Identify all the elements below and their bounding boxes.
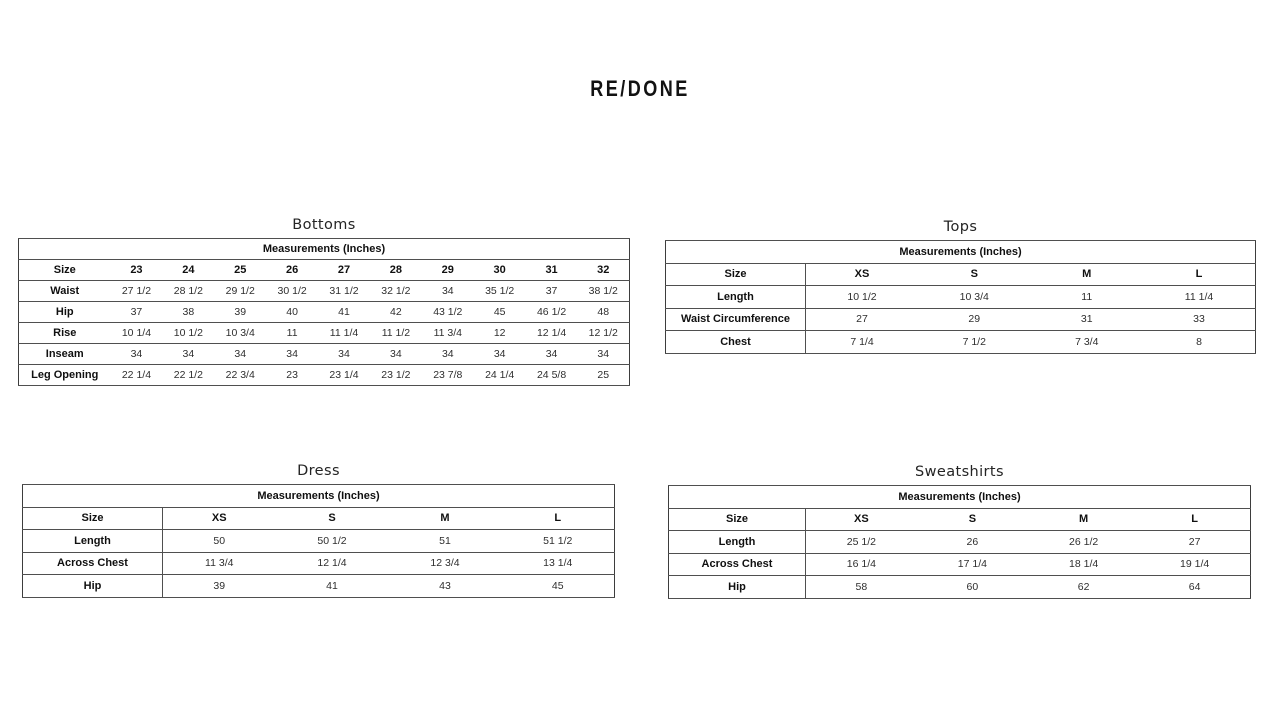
measurement-cell: 25: [578, 365, 630, 386]
measurement-cell: 60: [917, 576, 1028, 599]
measurement-cell: 12 3/4: [389, 552, 502, 575]
measurement-cell: 11 1/4: [1143, 286, 1256, 309]
table-row: [19, 281, 630, 302]
measurement-cell: 27 1/2: [111, 281, 163, 302]
measurement-cell: 16 1/4: [806, 553, 917, 576]
measurements-header: Measurements (Inches): [19, 239, 630, 260]
measurement-cell: 25 1/2: [806, 531, 917, 554]
measurement-cell: 11: [266, 323, 318, 344]
measurement-cell: 42: [370, 302, 422, 323]
dress-title: Dress: [297, 463, 340, 479]
measurements-header-row: [23, 485, 615, 508]
tops-size-chart: [665, 219, 1256, 354]
size-header-cell: 29: [422, 260, 474, 281]
measurement-cell: 34: [162, 344, 214, 365]
measurement-cell: 13 1/4: [502, 552, 615, 575]
size-header-cell: M: [1031, 263, 1144, 286]
tops-title: Tops: [943, 219, 978, 235]
table-row: [666, 308, 1256, 331]
measurement-cell: 51 1/2: [502, 530, 615, 553]
sweatshirts-table: [668, 485, 1251, 599]
size-label-cell: Size: [19, 260, 111, 281]
measurement-cell: 37: [526, 281, 578, 302]
measurement-cell: 41: [276, 575, 389, 598]
measurement-cell: 10 3/4: [918, 286, 1031, 309]
measurement-cell: 50 1/2: [276, 530, 389, 553]
measurement-cell: 29 1/2: [214, 281, 266, 302]
measurement-cell: 12 1/4: [526, 323, 578, 344]
table-row: [666, 286, 1256, 309]
size-header-cell: 24: [162, 260, 214, 281]
table-row: [23, 530, 615, 553]
size-header-cell: S: [917, 508, 1028, 531]
measurement-cell: 10 1/2: [162, 323, 214, 344]
measurement-cell: 12: [474, 323, 526, 344]
measurement-cell: 24 5/8: [526, 365, 578, 386]
measurement-cell: 34: [214, 344, 266, 365]
measurement-cell: 26 1/2: [1028, 531, 1139, 554]
size-header-cell: XS: [806, 508, 917, 531]
measurement-cell: 43 1/2: [422, 302, 474, 323]
size-header-row: [19, 260, 630, 281]
measurement-cell: 10 1/4: [111, 323, 163, 344]
measurement-cell: 32 1/2: [370, 281, 422, 302]
row-label-cell: Length: [23, 530, 163, 553]
dress-table: [22, 484, 615, 598]
size-header-cell: M: [1028, 508, 1139, 531]
measurement-cell: 19 1/4: [1139, 553, 1250, 576]
measurement-cell: 31: [1031, 308, 1144, 331]
size-header-cell: S: [276, 507, 389, 530]
measurement-cell: 11 3/4: [163, 552, 276, 575]
measurement-cell: 48: [578, 302, 630, 323]
row-label-cell: Leg Opening: [19, 365, 111, 386]
measurement-cell: 23 1/2: [370, 365, 422, 386]
row-label-cell: Length: [669, 531, 806, 554]
measurement-cell: 34: [370, 344, 422, 365]
table-row: [669, 553, 1251, 576]
bottoms-table: [18, 238, 630, 386]
measurement-cell: 22 1/4: [111, 365, 163, 386]
size-header-cell: 26: [266, 260, 318, 281]
measurement-cell: 7 1/4: [806, 331, 919, 354]
measurement-cell: 64: [1139, 576, 1250, 599]
measurement-cell: 27: [1139, 531, 1250, 554]
row-label-cell: Length: [666, 286, 806, 309]
measurement-cell: 38 1/2: [578, 281, 630, 302]
size-header-cell: 27: [318, 260, 370, 281]
measurement-cell: 39: [214, 302, 266, 323]
size-header-cell: 25: [214, 260, 266, 281]
measurement-cell: 11 1/2: [370, 323, 422, 344]
tops-table: [665, 240, 1256, 354]
size-header-cell: XS: [806, 263, 919, 286]
measurement-cell: 45: [502, 575, 615, 598]
size-header-row: [23, 507, 615, 530]
measurements-header: Measurements (Inches): [666, 241, 1256, 264]
table-row: [23, 552, 615, 575]
row-label-cell: Waist Circumference: [666, 308, 806, 331]
measurement-cell: 18 1/4: [1028, 553, 1139, 576]
table-row: [23, 575, 615, 598]
row-label-cell: Inseam: [19, 344, 111, 365]
bottoms-title: Bottoms: [292, 217, 356, 233]
size-header-cell: L: [502, 507, 615, 530]
measurement-cell: 34: [474, 344, 526, 365]
measurement-cell: 39: [163, 575, 276, 598]
size-header-cell: 23: [111, 260, 163, 281]
size-header-cell: 30: [474, 260, 526, 281]
size-label-cell: Size: [23, 507, 163, 530]
measurement-cell: 10 1/2: [806, 286, 919, 309]
measurement-cell: 24 1/4: [474, 365, 526, 386]
size-label-cell: Size: [666, 263, 806, 286]
measurement-cell: 12 1/2: [578, 323, 630, 344]
measurement-cell: 27: [806, 308, 919, 331]
size-header-cell: L: [1143, 263, 1256, 286]
row-label-cell: Across Chest: [23, 552, 163, 575]
measurement-cell: 38: [162, 302, 214, 323]
row-label-cell: Hip: [19, 302, 111, 323]
measurements-header: Measurements (Inches): [669, 486, 1251, 509]
measurement-cell: 17 1/4: [917, 553, 1028, 576]
size-header-cell: 31: [526, 260, 578, 281]
measurement-cell: 34: [266, 344, 318, 365]
size-header-cell: 32: [578, 260, 630, 281]
table-row: [19, 323, 630, 344]
measurement-cell: 51: [389, 530, 502, 553]
row-label-cell: Hip: [669, 576, 806, 599]
dress-size-chart: [22, 463, 615, 598]
row-label-cell: Waist: [19, 281, 111, 302]
table-row: [19, 344, 630, 365]
measurement-cell: 26: [917, 531, 1028, 554]
measurement-cell: 37: [111, 302, 163, 323]
measurements-header-row: [19, 239, 630, 260]
measurement-cell: 46 1/2: [526, 302, 578, 323]
measurement-cell: 10 3/4: [214, 323, 266, 344]
measurement-cell: 11: [1031, 286, 1144, 309]
size-header-cell: XS: [163, 507, 276, 530]
measurement-cell: 62: [1028, 576, 1139, 599]
measurement-cell: 30 1/2: [266, 281, 318, 302]
measurement-cell: 12 1/4: [276, 552, 389, 575]
measurement-cell: 22 3/4: [214, 365, 266, 386]
measurement-cell: 33: [1143, 308, 1256, 331]
size-header-cell: M: [389, 507, 502, 530]
size-label-cell: Size: [669, 508, 806, 531]
redone-logo: RE/DONE: [590, 76, 690, 101]
bottoms-size-chart: [18, 217, 630, 386]
size-header-cell: L: [1139, 508, 1250, 531]
size-header-cell: S: [918, 263, 1031, 286]
table-row: [19, 365, 630, 386]
measurement-cell: 35 1/2: [474, 281, 526, 302]
measurement-cell: 34: [526, 344, 578, 365]
measurement-cell: 34: [578, 344, 630, 365]
measurement-cell: 22 1/2: [162, 365, 214, 386]
measurement-cell: 34: [422, 344, 474, 365]
sweatshirts-size-chart: [668, 464, 1251, 599]
measurement-cell: 50: [163, 530, 276, 553]
measurement-cell: 40: [266, 302, 318, 323]
measurement-cell: 34: [318, 344, 370, 365]
measurement-cell: 23 7/8: [422, 365, 474, 386]
measurement-cell: 7 1/2: [918, 331, 1031, 354]
size-header-cell: 28: [370, 260, 422, 281]
measurement-cell: 34: [422, 281, 474, 302]
sweatshirts-title: Sweatshirts: [915, 464, 1004, 480]
measurements-header-row: [669, 486, 1251, 509]
measurement-cell: 7 3/4: [1031, 331, 1144, 354]
row-label-cell: Hip: [23, 575, 163, 598]
size-header-row: [666, 263, 1256, 286]
measurement-cell: 8: [1143, 331, 1256, 354]
measurement-cell: 41: [318, 302, 370, 323]
measurement-cell: 28 1/2: [162, 281, 214, 302]
row-label-cell: Rise: [19, 323, 111, 344]
measurement-cell: 45: [474, 302, 526, 323]
measurement-cell: 31 1/2: [318, 281, 370, 302]
measurement-cell: 11 1/4: [318, 323, 370, 344]
table-row: [669, 576, 1251, 599]
measurement-cell: 58: [806, 576, 917, 599]
row-label-cell: Across Chest: [669, 553, 806, 576]
measurements-header: Measurements (Inches): [23, 485, 615, 508]
measurement-cell: 29: [918, 308, 1031, 331]
table-row: [666, 331, 1256, 354]
row-label-cell: Chest: [666, 331, 806, 354]
measurements-header-row: [666, 241, 1256, 264]
measurement-cell: 11 3/4: [422, 323, 474, 344]
size-header-row: [669, 508, 1251, 531]
measurement-cell: 23: [266, 365, 318, 386]
table-row: [19, 302, 630, 323]
measurement-cell: 43: [389, 575, 502, 598]
table-row: [669, 531, 1251, 554]
measurement-cell: 34: [111, 344, 163, 365]
measurement-cell: 23 1/4: [318, 365, 370, 386]
